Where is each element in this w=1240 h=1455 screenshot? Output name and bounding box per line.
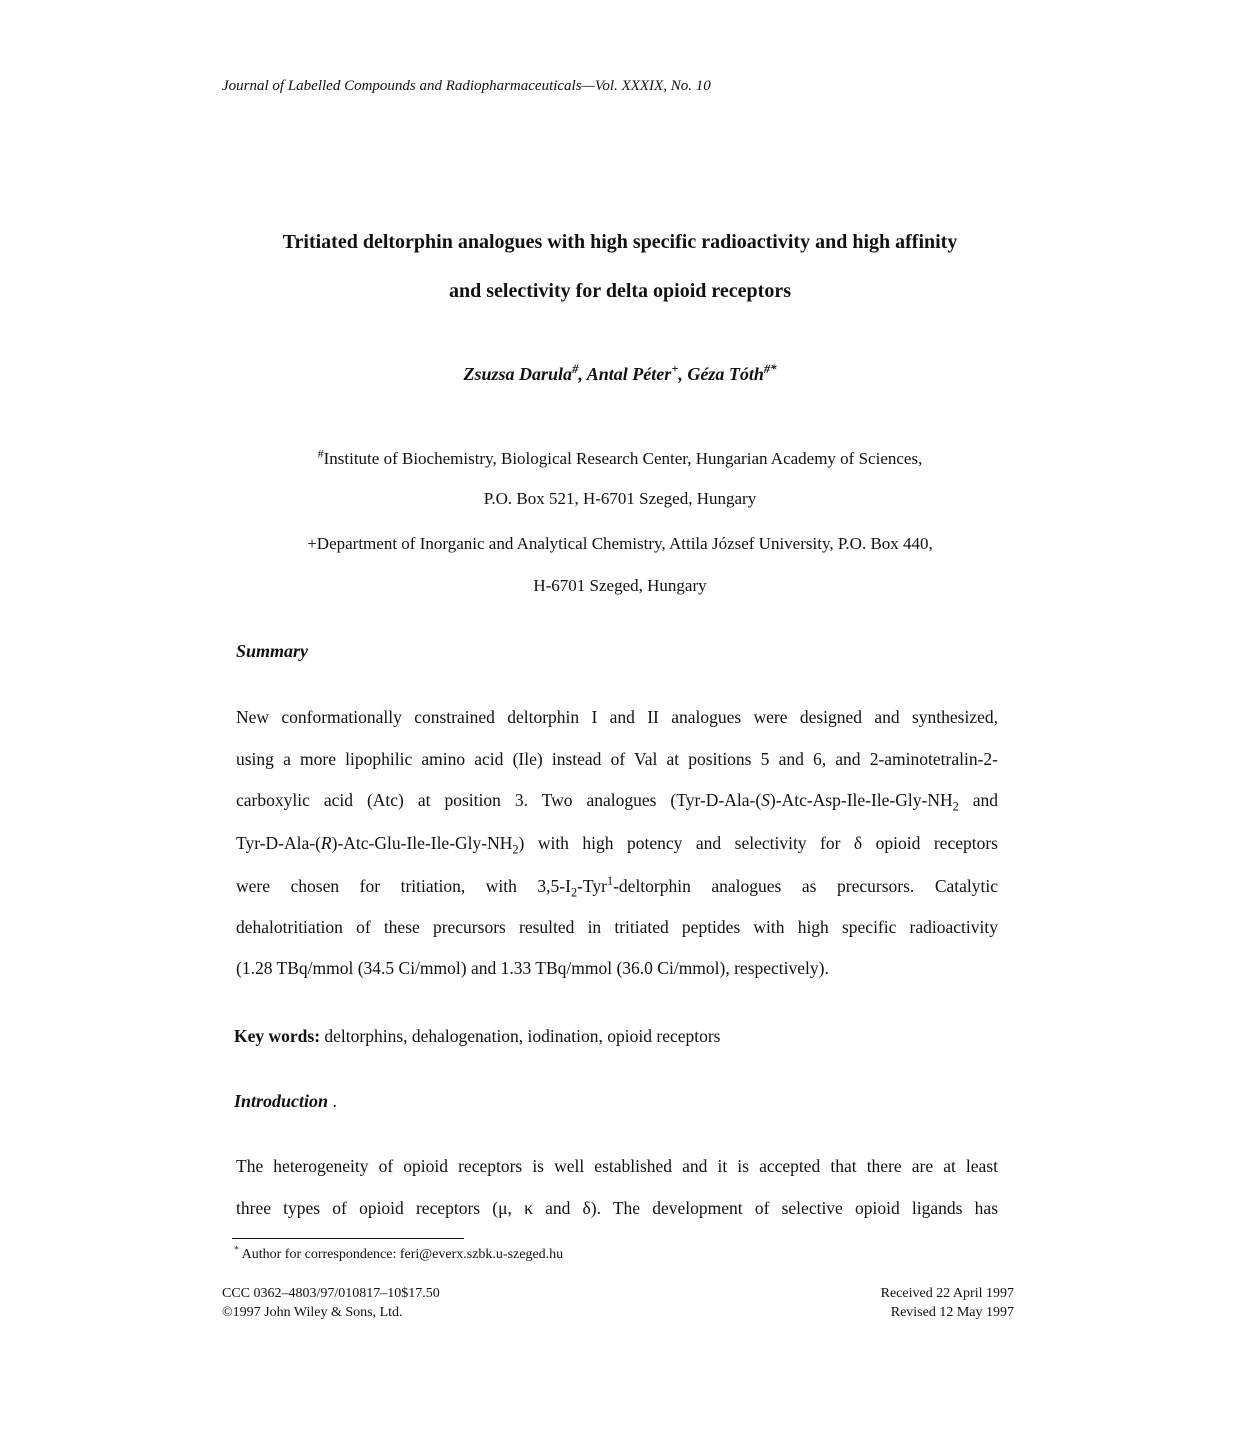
title-line-2: and selectivity for delta opioid receptors [449, 280, 791, 302]
journal-header: Journal of Labelled Compounds and Radiopharmaceuticals—Vol. XXXIX, No. 10 [222, 78, 711, 94]
footnote-mark: * [234, 1244, 239, 1256]
ccc-code: CCC 0362–4803/97/010817–10$17.50 [222, 1286, 440, 1301]
summary-line-5 [236, 874, 998, 900]
summary-line-5-sup: 1 [606, 874, 614, 889]
summary-line-3-e: and [958, 790, 998, 810]
revised-date: Revised 12 May 1997 [890, 1305, 1014, 1320]
author-3-mark: #* [763, 362, 777, 376]
summary-line-4 [236, 833, 998, 857]
summary-line-4-b: R [320, 833, 332, 853]
author-3: Géza Tóth [687, 364, 764, 384]
copyright: ©1997 John Wiley & Sons, Ltd. [222, 1305, 403, 1320]
introduction-line-2: three types of opioid receptors (μ, κ and δ). The development of selective opioid ligands has [236, 1198, 998, 1218]
summary-line-4-c: )-Atc-Glu-Ile-Ile-Gly-NH [331, 833, 513, 853]
introduction-heading-text: Introduction [234, 1091, 329, 1111]
introduction-heading-suffix: . [328, 1091, 338, 1111]
summary-line-3-b: S [761, 790, 770, 810]
author-1-mark: # [572, 362, 579, 376]
title-line-1: Tritiated deltorphin analogues with high specific radioactivity and high affinity [282, 231, 958, 253]
summary-line-5-sub: 2 [570, 885, 578, 900]
footnote-text: Author for correspondence: feri@everx.szbk.u-szeged.hu [238, 1247, 564, 1262]
summary-line-3-c: )-Atc-Asp-Ile-Ile-Gly-NH [769, 790, 953, 810]
author-2: Antal Péter [586, 364, 672, 384]
footnote-rule [232, 1238, 464, 1239]
summary-line-4-e: ) with high potency and selectivity for δ opioid receptors [518, 833, 998, 853]
summary-line-1: New conformationally constrained deltorphin I and II analogues were designed and synthesized, [236, 707, 998, 727]
affiliation-2-line-2: H-6701 Szeged, Hungary [533, 576, 707, 595]
author-1: Zsuzsa Darula [463, 364, 573, 384]
summary-line-5-a: were chosen for tritiation, with 3,5-I [236, 876, 571, 896]
summary-line-2: using a more lipophilic amino acid (Ile) instead of Val at positions 5 and 6, and 2-aminotetralin-2- [236, 749, 998, 769]
summary-line-3-a: carboxylic acid (Atc) at position 3. Two analogues (Tyr-D-Ala-( [236, 790, 762, 810]
affiliation-1-mark: # [317, 446, 324, 461]
summary-line-5-c: -Tyr [577, 876, 607, 896]
summary-line-4-sub: 2 [512, 842, 519, 857]
affiliation-2-line-1 [0, 534, 1240, 554]
affiliation-1-line-2: P.O. Box 521, H-6701 Szeged, Hungary [483, 489, 757, 508]
summary-line-3-sub: 2 [952, 799, 959, 814]
summary-line-4-a: Tyr-D-Ala-( [236, 833, 321, 853]
summary-line-5-e: -deltorphin analogues as precursors. Catalytic [613, 876, 998, 896]
introduction-line-1: The heterogeneity of opioid receptors is well established and it is accepted that there are at least [236, 1156, 998, 1176]
affiliation-1-text: Institute of Biochemistry, Biological Research Center, Hungarian Academy of Sciences, [323, 449, 923, 468]
summary-heading: Summary [236, 641, 309, 661]
summary-line-3 [236, 790, 998, 814]
affiliation-2-text: Department of Inorganic and Analytical Chemistry, Attila József University, P.O. Box 440, [316, 534, 933, 553]
summary-line-6: dehalotritiation of these precursors resulted in tritiated peptides with high specific radioactivity [236, 917, 998, 937]
keywords-text: deltorphins, dehalogenation, iodination, opioid receptors [320, 1026, 721, 1046]
keywords [234, 1026, 721, 1047]
keywords-label: Key words: [234, 1026, 321, 1046]
author-list: Zsuzsa Darula#, Antal Péter+, Géza Tóth#* [463, 362, 777, 384]
introduction-heading [234, 1091, 337, 1112]
affiliation-2-mark: + [307, 534, 317, 553]
received-date: Received 22 April 1997 [880, 1286, 1014, 1301]
affiliation-1-line-1 [0, 446, 1240, 469]
author-2-mark: + [671, 362, 679, 376]
summary-line-7: (1.28 TBq/mmol (34.5 Ci/mmol) and 1.33 TBq/mmol (36.0 Ci/mmol), respectively). [236, 958, 829, 978]
footnote [234, 1244, 564, 1263]
